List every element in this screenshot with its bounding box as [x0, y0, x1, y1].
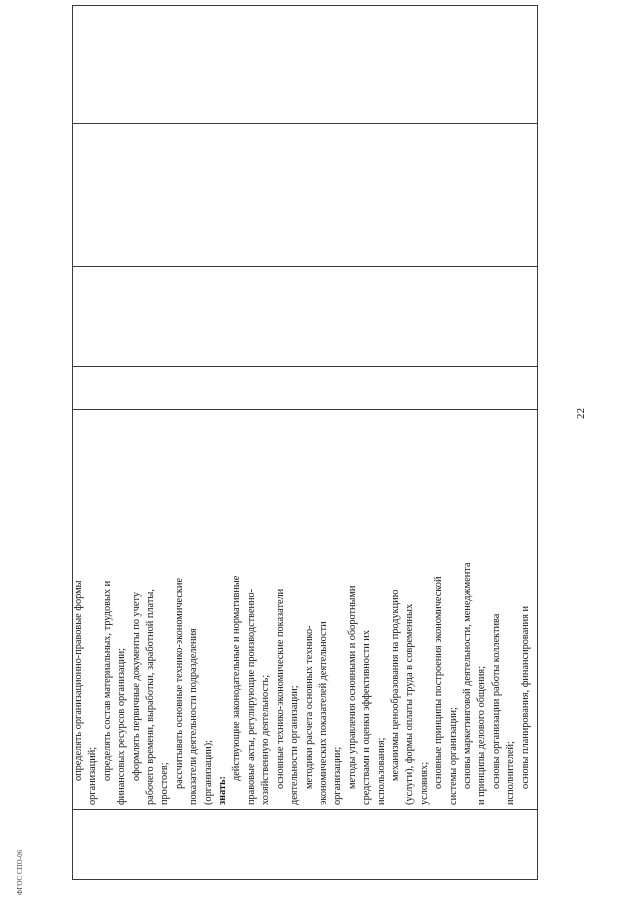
- text-line: организаций;: [87, 746, 99, 805]
- col-divider-5: [72, 123, 538, 124]
- text-line: основные принципы построения экономической: [433, 576, 445, 789]
- text-line: основы планирования, финансирования и: [519, 605, 531, 789]
- text-line: деятельности организации;: [289, 685, 301, 805]
- page-number: 22: [575, 408, 587, 419]
- text-line: знать:: [217, 776, 229, 805]
- text-line: исполнителей;: [505, 741, 517, 805]
- text-line: основные технико-экономические показатели: [274, 588, 286, 789]
- table-border-right: [72, 5, 538, 6]
- text-line: финансовых ресурсов организации;: [116, 648, 128, 805]
- text-line: системы организации;: [447, 707, 459, 805]
- text-line: рабочего времени, выработки, заработной платы,: [145, 589, 157, 805]
- text-line: методики расчета основных технико-: [303, 625, 315, 789]
- text-line: хозяйственную деятельность;: [260, 674, 272, 805]
- text-line: основы маркетинговой деятельности, менеджмента: [461, 562, 473, 789]
- text-line: основы организации работы коллектива: [490, 613, 502, 789]
- text-line: средствами и оценки эффективности их: [361, 630, 373, 805]
- footer-code: ФГОС СПО-06: [16, 849, 24, 895]
- text-line: (услуги), формы оплаты труда в современных: [404, 603, 416, 805]
- text-line: методы управления основными и оборотными: [346, 585, 358, 789]
- text-line: правовые акты, регулирующие производственно-: [245, 588, 257, 805]
- text-line: экономических показателей деятельности: [317, 621, 329, 805]
- text-line: действующие законодательные и нормативные: [231, 575, 243, 781]
- text-line: простоев;: [159, 762, 171, 805]
- text-line: определять организационно-правовые формы: [73, 580, 84, 781]
- text-line: использования;: [375, 737, 387, 805]
- col-divider-3: [72, 366, 538, 367]
- text-line: (организации);: [202, 740, 214, 805]
- col-divider-1: [72, 809, 538, 810]
- text-line: показатели деятельности подразделения: [188, 628, 200, 805]
- text-line: организации;: [332, 746, 344, 805]
- col-divider-4: [72, 266, 538, 267]
- text-line: рассчитывать основные технико-экономические: [173, 578, 185, 789]
- table-border-left: [72, 879, 538, 880]
- competency-description-cell: [72, 410, 537, 805]
- text-line: механизмы ценообразования на продукцию: [389, 589, 401, 781]
- table-border-bottom: [537, 5, 538, 880]
- text-line: и принципы делового общения;: [476, 665, 488, 805]
- text-line: определять состав материальных, трудовых и: [101, 580, 113, 781]
- text-line: условиях;: [418, 761, 430, 805]
- text-line: оформлять первичные документы по учету: [130, 592, 142, 781]
